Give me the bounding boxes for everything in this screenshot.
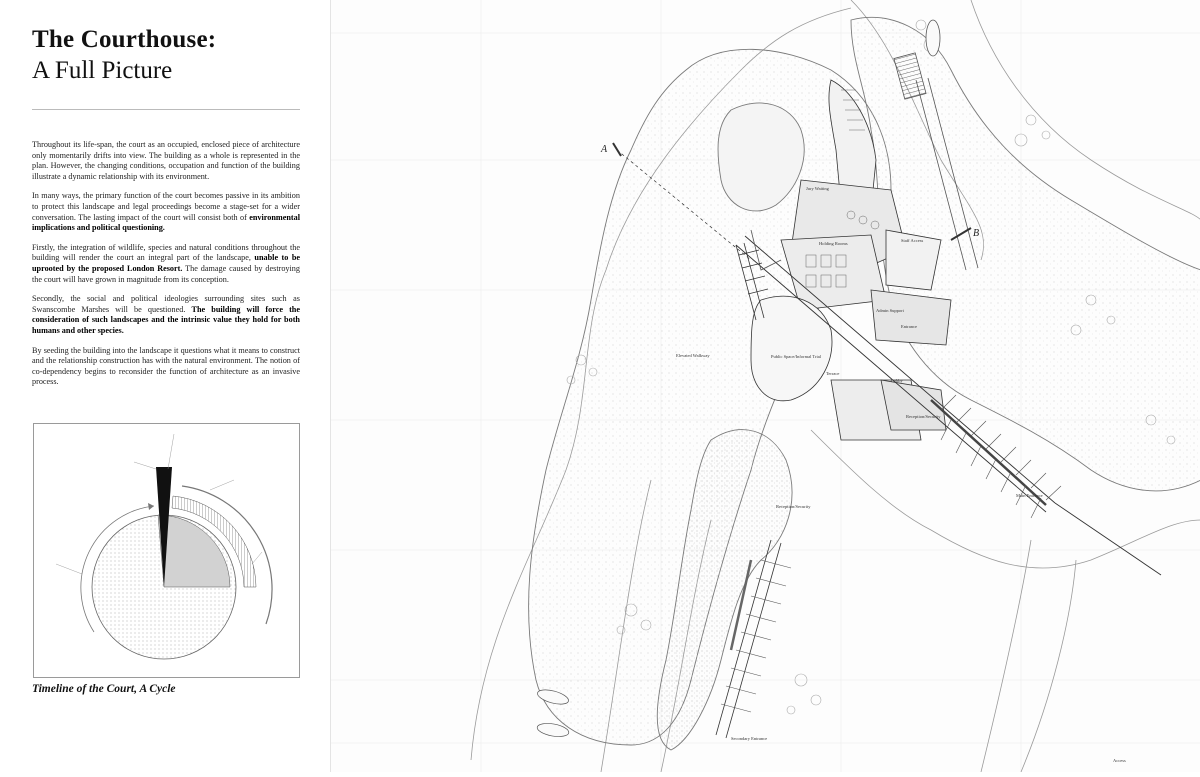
site-plan	[330, 0, 1200, 772]
label-holding-rooms: Holding Rooms	[819, 241, 848, 246]
text-panel	[0, 0, 330, 772]
label-lobby: Lobby	[891, 378, 903, 383]
label-entrance: Entrance	[901, 324, 917, 329]
label-main-entrance: Main Entrance	[1016, 493, 1043, 498]
label-secondary-entrance: Secondary Entrance	[731, 736, 768, 741]
label-jury-waiting: Jury Waiting	[806, 186, 829, 191]
section-label-a: A	[601, 144, 608, 155]
label-secondary-security: Reception/Security	[776, 504, 811, 509]
paragraph-4: Secondly, the social and political ideologies surrounding sites such as Swanscombe Marshes will be questioned. The building will force the consideration of such landscapes and the intrinsic value they hold for both humans and other species.	[32, 294, 300, 335]
body-text	[32, 140, 300, 397]
emphasis: environmental implications and political questioning.	[32, 212, 300, 233]
emphasis: unable to be uprooted by the proposed London Resort.	[32, 253, 301, 273]
paragraph-1: Throughout its life-span, the court as an occupied, enclosed piece of architecture only momentarily drifts into view. The building as a whole is represented in the plan. However, the changing conditions, occupation and function of the building illustrate a dynamic relationship with its environment.	[32, 140, 300, 181]
page-title: The Courthouse:	[32, 26, 217, 53]
label-access: Access	[1113, 758, 1126, 763]
label-reception-security: Reception/Security	[906, 414, 941, 419]
paragraph-3: Firstly, the integration of wildlife, species and natural conditions throughout the building will render the court an integral part of the landscape, unable to be uprooted by the proposed London Resort. The damage caused by destroying the court will have grown in magnitude from its conception.	[32, 242, 301, 284]
title-divider	[32, 109, 300, 110]
label-terrace: Terrace	[826, 371, 840, 376]
paragraph-2: In many ways, the primary function of the court becomes passive in its ambition to protect this landscape and legal proceedings become a stage-set for a wider conversation. The lasting impact of the court will consist both of environmental implications and political questioning.	[32, 191, 300, 233]
label-public-space: Public Space/Informal Trial	[771, 354, 821, 359]
cycle-diagram	[34, 424, 299, 677]
page-subtitle: A Full Picture	[32, 57, 173, 84]
label-admin-support: Admin Support	[876, 308, 904, 313]
label-staff-access: Staff Access	[901, 238, 924, 243]
site-plan-drawing	[331, 0, 1200, 772]
diagram-caption: Timeline of the Court, A Cycle	[32, 683, 176, 695]
paragraph-5: By seeding the building into the landscape it questions what it means to construct and the relationship construction has with the natural environment. The notion of co-dependency begins to reconsider the function of architecture as an invasive process.	[32, 345, 300, 387]
section-label-b: B	[973, 228, 980, 239]
label-elevated-walkway: Elevated Walkway	[676, 353, 710, 358]
cycle-arrow-head	[148, 503, 154, 510]
emphasis: The building will force the consideration of such landscapes and the intrinsic value they hold for both humans and other species.	[32, 304, 300, 335]
cycle-diagram-frame	[33, 423, 300, 678]
